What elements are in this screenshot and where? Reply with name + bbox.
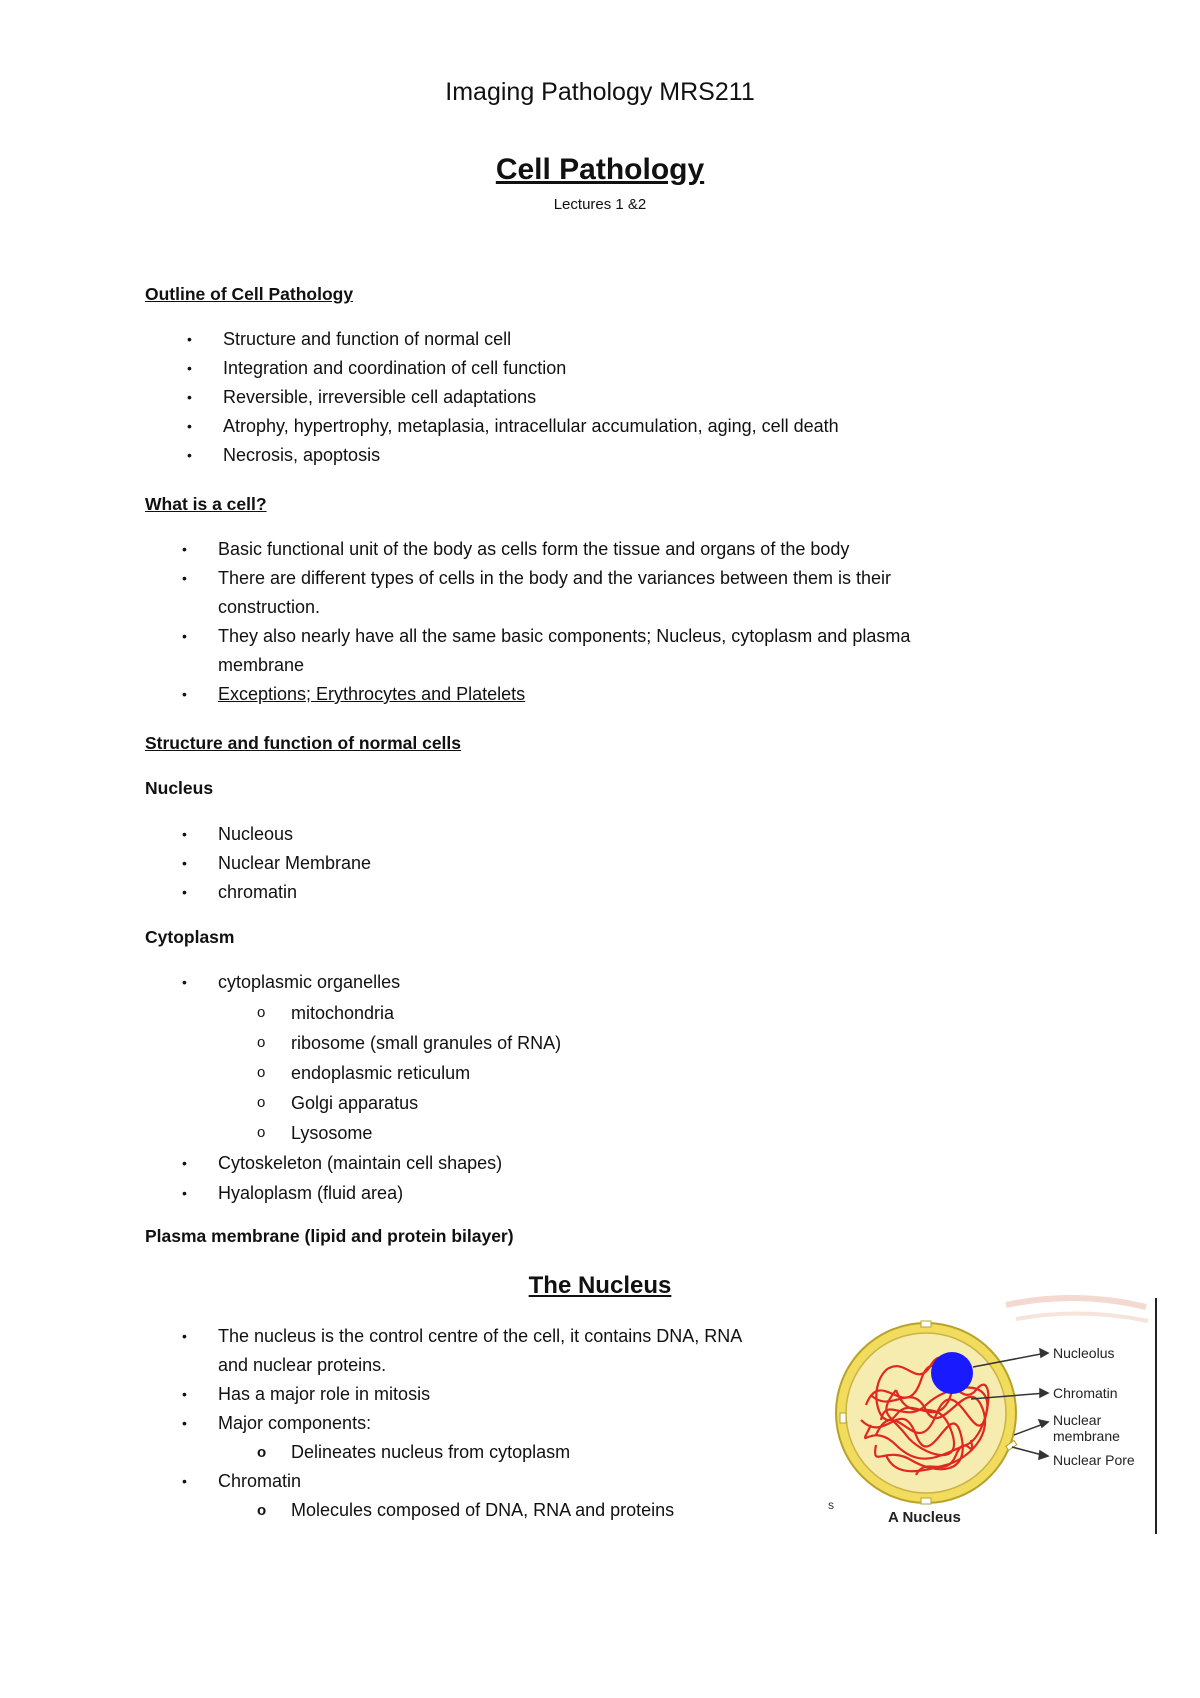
sub-list-item: o Lysosome bbox=[291, 1118, 561, 1148]
list-item: • Exceptions; Erythrocytes and Platelets bbox=[218, 680, 910, 709]
list-item-continuation: and nuclear proteins. bbox=[218, 1355, 387, 1375]
bullet-icon: • bbox=[182, 570, 187, 586]
what-is-cell-heading: What is a cell? bbox=[145, 494, 267, 514]
list-item: • Reversible, irreversible cell adaptations bbox=[223, 383, 839, 412]
label-nuclear-membrane-line1: Nuclear bbox=[1053, 1412, 1102, 1428]
lectures-label: Lectures 1 &2 bbox=[553, 196, 647, 213]
the-nucleus-heading: The Nucleus bbox=[528, 1272, 672, 1299]
list-item: • Nucleous bbox=[218, 820, 371, 849]
bullet-icon: • bbox=[182, 1473, 187, 1489]
circle-bullet-icon: o bbox=[257, 1004, 266, 1021]
structure-heading: Structure and function of normal cells bbox=[145, 733, 462, 753]
nucleus-list bbox=[182, 820, 372, 907]
bullet-icon: • bbox=[182, 1155, 187, 1171]
list-item: • There are different types of cells in the body and the variances between them is their bbox=[218, 564, 910, 593]
figure-caption: A Nucleus bbox=[888, 1509, 961, 1526]
sub-list-item: o endoplasmic reticulum bbox=[291, 1058, 561, 1088]
list-item: • Atrophy, hypertrophy, metaplasia, intracellular accumulation, aging, cell death bbox=[223, 412, 839, 441]
bullet-icon: • bbox=[187, 331, 192, 347]
sub-list-item: o ribosome (small granules of RNA) bbox=[291, 1028, 561, 1058]
bullet-icon: • bbox=[182, 826, 187, 842]
bullet-icon: • bbox=[187, 447, 192, 463]
stray-mark: s bbox=[828, 1498, 834, 1512]
list-item: • Has a major role in mitosis bbox=[218, 1380, 742, 1409]
list-item: • They also nearly have all the same basic components; Nucleus, cytoplasm and plasma bbox=[218, 622, 910, 651]
label-nucleolus: Nucleolus bbox=[1053, 1345, 1115, 1361]
bullet-icon: • bbox=[182, 974, 187, 990]
document-subtitle: Cell Pathology bbox=[495, 153, 705, 186]
nucleus-subheading: Nucleus bbox=[145, 778, 214, 798]
bullet-icon: • bbox=[182, 1386, 187, 1402]
cytoplasm-more-list bbox=[182, 1148, 503, 1208]
bullet-icon: • bbox=[187, 389, 192, 405]
bullet-icon: • bbox=[182, 884, 187, 900]
sub-list-item: o Molecules composed of DNA, RNA and proteins bbox=[218, 1496, 742, 1525]
document-title: Imaging Pathology MRS211 bbox=[445, 78, 755, 106]
circle-bullet-icon: o bbox=[257, 1064, 266, 1081]
sub-list-item: o Golgi apparatus bbox=[291, 1088, 561, 1118]
bullet-icon: • bbox=[187, 360, 192, 376]
decorative-arc bbox=[1016, 1313, 1148, 1321]
bullet-icon: • bbox=[182, 1185, 187, 1201]
bullet-icon: • bbox=[182, 855, 187, 871]
list-item: • Cytoskeleton (maintain cell shapes) bbox=[218, 1148, 502, 1178]
bullet-icon: • bbox=[182, 628, 187, 644]
list-item: • Necrosis, apoptosis bbox=[223, 441, 839, 470]
nucleolus-shape bbox=[931, 1352, 973, 1394]
outline-list bbox=[187, 325, 839, 470]
list-item: • Nuclear Membrane bbox=[218, 849, 371, 878]
cytoplasm-subheading: Cytoplasm bbox=[145, 927, 235, 947]
bullet-icon: • bbox=[182, 1415, 187, 1431]
list-item: • Basic functional unit of the body as cells form the tissue and organs of the body bbox=[218, 535, 910, 564]
the-nucleus-list bbox=[182, 1322, 743, 1525]
label-nuclear-pore: Nuclear Pore bbox=[1053, 1452, 1135, 1468]
what-is-cell-list bbox=[182, 535, 911, 709]
nuclear-pore-shape bbox=[921, 1498, 931, 1504]
list-item: • Hyaloplasm (fluid area) bbox=[218, 1178, 502, 1208]
sub-list-item: o Delineates nucleus from cytoplasm bbox=[218, 1438, 742, 1467]
circle-bullet-icon: o bbox=[257, 1444, 267, 1461]
cytoplasm-list bbox=[182, 968, 401, 997]
circle-bullet-icon: o bbox=[257, 1034, 266, 1051]
nucleus-diagram bbox=[826, 1295, 1164, 1535]
bullet-icon: • bbox=[182, 1328, 187, 1344]
outline-heading: Outline of Cell Pathology bbox=[145, 284, 354, 304]
list-item: • The nucleus is the control centre of the cell, it contains DNA, RNA bbox=[218, 1322, 742, 1351]
list-item: • Structure and function of normal cell bbox=[223, 325, 839, 354]
circle-bullet-icon: o bbox=[257, 1124, 266, 1141]
list-item-continuation: construction. bbox=[218, 597, 321, 617]
sub-list-item: o mitochondria bbox=[291, 998, 561, 1028]
bullet-icon: • bbox=[182, 541, 187, 557]
plasma-membrane-heading: Plasma membrane (lipid and protein bilayer) bbox=[145, 1226, 514, 1246]
bullet-icon: • bbox=[182, 686, 187, 702]
bullet-icon: • bbox=[187, 418, 192, 434]
list-item: • Integration and coordination of cell function bbox=[223, 354, 839, 383]
list-item: • chromatin bbox=[218, 878, 371, 907]
circle-bullet-icon: o bbox=[257, 1502, 267, 1519]
list-item-continuation: membrane bbox=[218, 655, 305, 675]
decorative-arc bbox=[1006, 1298, 1146, 1307]
label-nuclear-membrane-line2: membrane bbox=[1053, 1428, 1120, 1444]
list-item: • Major components: bbox=[218, 1409, 742, 1438]
label-chromatin: Chromatin bbox=[1053, 1385, 1118, 1401]
list-item: • cytoplasmic organelles bbox=[218, 968, 400, 997]
nuclear-pore-shape bbox=[921, 1321, 931, 1327]
organelle-list bbox=[257, 998, 562, 1148]
list-item: • Chromatin bbox=[218, 1467, 742, 1496]
circle-bullet-icon: o bbox=[257, 1094, 266, 1111]
figure-border-line bbox=[1155, 1298, 1157, 1534]
nuclear-pore-shape bbox=[840, 1413, 846, 1423]
